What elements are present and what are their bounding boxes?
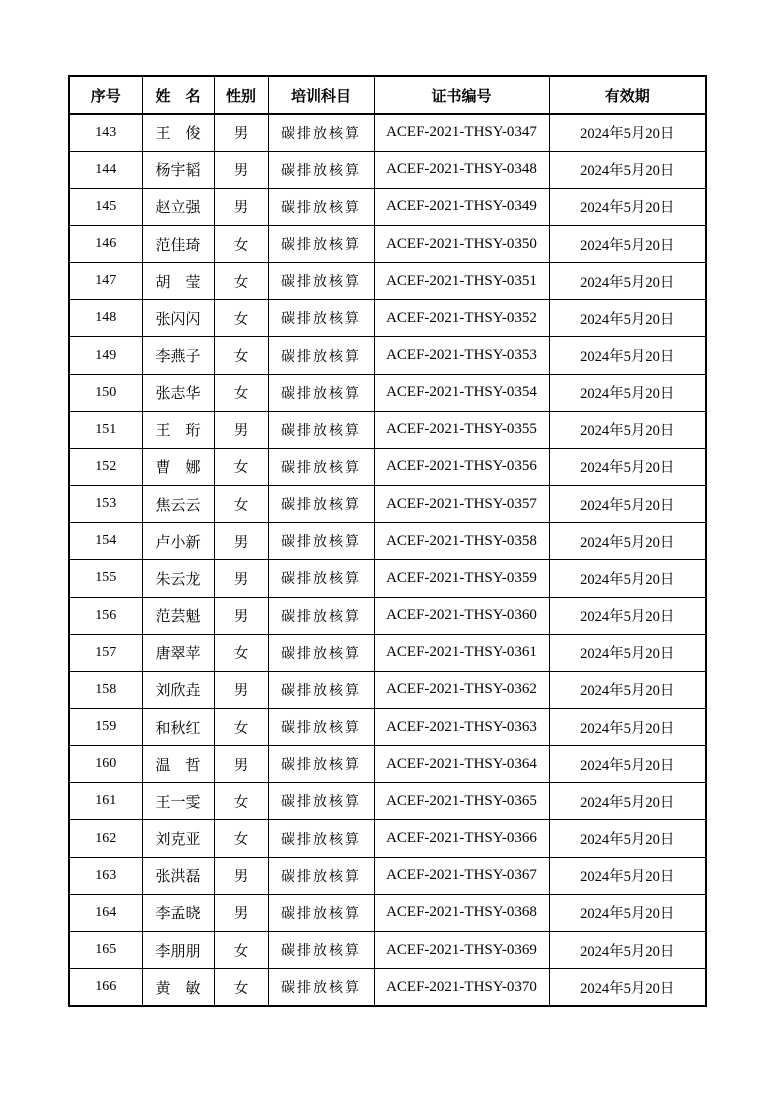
cell-training-subject: 碳排放核算: [268, 634, 374, 671]
table-row: [69, 820, 706, 857]
cell-name: 李燕子: [142, 337, 214, 374]
cell-certificate-number: ACEF-2021-THSY-0360: [374, 597, 549, 634]
certificate-roster-table: [68, 75, 707, 1007]
cell-validity-date: 2024年5月20日: [549, 337, 706, 374]
cell-validity-date: 2024年5月20日: [549, 523, 706, 560]
table-row: [69, 597, 706, 634]
cell-training-subject: 碳排放核算: [268, 188, 374, 225]
cell-serial-number: 152: [69, 448, 142, 485]
table-row: [69, 523, 706, 560]
cell-serial-number: 147: [69, 263, 142, 300]
cell-certificate-number: ACEF-2021-THSY-0353: [374, 337, 549, 374]
table-row: [69, 560, 706, 597]
cell-training-subject: 碳排放核算: [268, 671, 374, 708]
cell-serial-number: 160: [69, 746, 142, 783]
cell-training-subject: 碳排放核算: [268, 523, 374, 560]
cell-training-subject: 碳排放核算: [268, 783, 374, 820]
cell-training-subject: 碳排放核算: [268, 560, 374, 597]
cell-validity-date: 2024年5月20日: [549, 374, 706, 411]
cell-validity-date: 2024年5月20日: [549, 263, 706, 300]
cell-validity-date: 2024年5月20日: [549, 225, 706, 262]
table-row: [69, 746, 706, 783]
header-certificate-number: 证书编号: [374, 76, 549, 114]
cell-certificate-number: ACEF-2021-THSY-0362: [374, 671, 549, 708]
cell-training-subject: 碳排放核算: [268, 337, 374, 374]
table-row: [69, 931, 706, 968]
cell-gender: 女: [214, 783, 268, 820]
cell-certificate-number: ACEF-2021-THSY-0347: [374, 114, 549, 151]
cell-name: 温 哲: [142, 746, 214, 783]
cell-certificate-number: ACEF-2021-THSY-0350: [374, 225, 549, 262]
cell-gender: 女: [214, 820, 268, 857]
cell-certificate-number: ACEF-2021-THSY-0354: [374, 374, 549, 411]
cell-name: 范芸魁: [142, 597, 214, 634]
cell-training-subject: 碳排放核算: [268, 263, 374, 300]
cell-gender: 女: [214, 634, 268, 671]
cell-validity-date: 2024年5月20日: [549, 857, 706, 894]
table-body: [69, 114, 706, 1006]
cell-name: 王 珩: [142, 411, 214, 448]
header-training-subject: 培训科目: [268, 76, 374, 114]
table-row: [69, 225, 706, 262]
cell-gender: 男: [214, 671, 268, 708]
cell-validity-date: 2024年5月20日: [549, 709, 706, 746]
cell-validity-date: 2024年5月20日: [549, 300, 706, 337]
cell-name: 王 俊: [142, 114, 214, 151]
cell-name: 李孟晓: [142, 894, 214, 931]
cell-training-subject: 碳排放核算: [268, 597, 374, 634]
cell-name: 赵立强: [142, 188, 214, 225]
cell-training-subject: 碳排放核算: [268, 374, 374, 411]
header-name: 姓 名: [142, 76, 214, 114]
cell-gender: 男: [214, 411, 268, 448]
cell-validity-date: 2024年5月20日: [549, 894, 706, 931]
cell-validity-date: 2024年5月20日: [549, 114, 706, 151]
cell-certificate-number: ACEF-2021-THSY-0363: [374, 709, 549, 746]
cell-gender: 男: [214, 114, 268, 151]
cell-gender: 女: [214, 448, 268, 485]
cell-validity-date: 2024年5月20日: [549, 597, 706, 634]
table-header-row: [69, 76, 706, 114]
cell-serial-number: 158: [69, 671, 142, 708]
table-row: [69, 969, 706, 1006]
cell-certificate-number: ACEF-2021-THSY-0356: [374, 448, 549, 485]
cell-gender: 女: [214, 486, 268, 523]
cell-gender: 男: [214, 857, 268, 894]
cell-training-subject: 碳排放核算: [268, 114, 374, 151]
cell-certificate-number: ACEF-2021-THSY-0365: [374, 783, 549, 820]
cell-serial-number: 157: [69, 634, 142, 671]
table-row: [69, 114, 706, 151]
cell-name: 唐翠苹: [142, 634, 214, 671]
cell-gender: 女: [214, 337, 268, 374]
cell-gender: 女: [214, 931, 268, 968]
cell-serial-number: 144: [69, 151, 142, 188]
cell-serial-number: 164: [69, 894, 142, 931]
cell-serial-number: 161: [69, 783, 142, 820]
cell-validity-date: 2024年5月20日: [549, 411, 706, 448]
cell-gender: 男: [214, 894, 268, 931]
header-serial-number: 序号: [69, 76, 142, 114]
cell-gender: 男: [214, 188, 268, 225]
cell-validity-date: 2024年5月20日: [549, 783, 706, 820]
cell-training-subject: 碳排放核算: [268, 969, 374, 1006]
cell-gender: 男: [214, 151, 268, 188]
cell-training-subject: 碳排放核算: [268, 486, 374, 523]
cell-training-subject: 碳排放核算: [268, 857, 374, 894]
cell-validity-date: 2024年5月20日: [549, 151, 706, 188]
table-row: [69, 448, 706, 485]
cell-gender: 女: [214, 709, 268, 746]
table-row: [69, 374, 706, 411]
cell-training-subject: 碳排放核算: [268, 709, 374, 746]
cell-serial-number: 151: [69, 411, 142, 448]
cell-validity-date: 2024年5月20日: [549, 486, 706, 523]
cell-certificate-number: ACEF-2021-THSY-0351: [374, 263, 549, 300]
cell-name: 张洪磊: [142, 857, 214, 894]
cell-name: 杨宇韬: [142, 151, 214, 188]
cell-certificate-number: ACEF-2021-THSY-0348: [374, 151, 549, 188]
cell-serial-number: 154: [69, 523, 142, 560]
table-row: [69, 188, 706, 225]
cell-name: 张闪闪: [142, 300, 214, 337]
cell-training-subject: 碳排放核算: [268, 746, 374, 783]
header-gender: 性别: [214, 76, 268, 114]
table-row: [69, 894, 706, 931]
cell-training-subject: 碳排放核算: [268, 820, 374, 857]
cell-gender: 男: [214, 523, 268, 560]
cell-serial-number: 166: [69, 969, 142, 1006]
cell-name: 范佳琦: [142, 225, 214, 262]
cell-gender: 女: [214, 374, 268, 411]
cell-serial-number: 145: [69, 188, 142, 225]
cell-name: 张志华: [142, 374, 214, 411]
cell-training-subject: 碳排放核算: [268, 300, 374, 337]
cell-serial-number: 165: [69, 931, 142, 968]
cell-certificate-number: ACEF-2021-THSY-0358: [374, 523, 549, 560]
cell-certificate-number: ACEF-2021-THSY-0367: [374, 857, 549, 894]
cell-validity-date: 2024年5月20日: [549, 931, 706, 968]
cell-validity-date: 2024年5月20日: [549, 969, 706, 1006]
cell-training-subject: 碳排放核算: [268, 448, 374, 485]
table-row: [69, 411, 706, 448]
cell-certificate-number: ACEF-2021-THSY-0357: [374, 486, 549, 523]
cell-certificate-number: ACEF-2021-THSY-0349: [374, 188, 549, 225]
cell-serial-number: 156: [69, 597, 142, 634]
cell-serial-number: 159: [69, 709, 142, 746]
cell-serial-number: 155: [69, 560, 142, 597]
cell-serial-number: 148: [69, 300, 142, 337]
table-row: [69, 857, 706, 894]
cell-validity-date: 2024年5月20日: [549, 671, 706, 708]
table-header: [69, 76, 706, 114]
cell-validity-date: 2024年5月20日: [549, 746, 706, 783]
cell-name: 朱云龙: [142, 560, 214, 597]
cell-training-subject: 碳排放核算: [268, 151, 374, 188]
cell-name: 黄 敏: [142, 969, 214, 1006]
cell-name: 卢小新: [142, 523, 214, 560]
cell-gender: 女: [214, 225, 268, 262]
cell-serial-number: 162: [69, 820, 142, 857]
table-row: [69, 634, 706, 671]
cell-name: 曹 娜: [142, 448, 214, 485]
header-validity-date: 有效期: [549, 76, 706, 114]
cell-training-subject: 碳排放核算: [268, 225, 374, 262]
cell-serial-number: 150: [69, 374, 142, 411]
cell-gender: 男: [214, 597, 268, 634]
cell-training-subject: 碳排放核算: [268, 931, 374, 968]
cell-certificate-number: ACEF-2021-THSY-0369: [374, 931, 549, 968]
table-row: [69, 337, 706, 374]
cell-gender: 女: [214, 969, 268, 1006]
table-row: [69, 783, 706, 820]
table-row: [69, 300, 706, 337]
cell-name: 李朋朋: [142, 931, 214, 968]
cell-name: 刘克亚: [142, 820, 214, 857]
cell-serial-number: 146: [69, 225, 142, 262]
cell-name: 和秋红: [142, 709, 214, 746]
cell-training-subject: 碳排放核算: [268, 411, 374, 448]
cell-certificate-number: ACEF-2021-THSY-0364: [374, 746, 549, 783]
cell-name: 焦云云: [142, 486, 214, 523]
cell-serial-number: 149: [69, 337, 142, 374]
cell-certificate-number: ACEF-2021-THSY-0355: [374, 411, 549, 448]
cell-gender: 女: [214, 300, 268, 337]
cell-validity-date: 2024年5月20日: [549, 188, 706, 225]
table-row: [69, 671, 706, 708]
cell-training-subject: 碳排放核算: [268, 894, 374, 931]
cell-gender: 女: [214, 263, 268, 300]
cell-certificate-number: ACEF-2021-THSY-0370: [374, 969, 549, 1006]
cell-serial-number: 153: [69, 486, 142, 523]
cell-certificate-number: ACEF-2021-THSY-0361: [374, 634, 549, 671]
cell-validity-date: 2024年5月20日: [549, 560, 706, 597]
table-row: [69, 709, 706, 746]
cell-validity-date: 2024年5月20日: [549, 448, 706, 485]
cell-name: 胡 莹: [142, 263, 214, 300]
cell-gender: 男: [214, 560, 268, 597]
cell-validity-date: 2024年5月20日: [549, 634, 706, 671]
cell-name: 刘欣垚: [142, 671, 214, 708]
cell-serial-number: 143: [69, 114, 142, 151]
table-row: [69, 486, 706, 523]
cell-validity-date: 2024年5月20日: [549, 820, 706, 857]
cell-certificate-number: ACEF-2021-THSY-0366: [374, 820, 549, 857]
cell-certificate-number: ACEF-2021-THSY-0352: [374, 300, 549, 337]
cell-gender: 男: [214, 746, 268, 783]
cell-name: 王一雯: [142, 783, 214, 820]
table-row: [69, 263, 706, 300]
cell-serial-number: 163: [69, 857, 142, 894]
cell-certificate-number: ACEF-2021-THSY-0368: [374, 894, 549, 931]
cell-certificate-number: ACEF-2021-THSY-0359: [374, 560, 549, 597]
table-row: [69, 151, 706, 188]
